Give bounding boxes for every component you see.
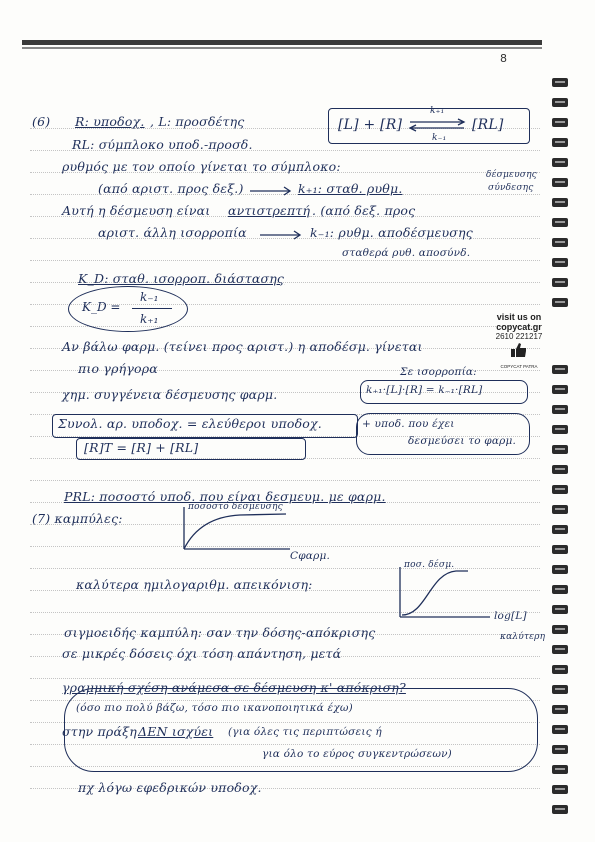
spiral-ring xyxy=(552,118,568,127)
curve2-x-label: log[L] xyxy=(494,610,527,622)
spiral-ring xyxy=(552,365,568,374)
other-equilibrium: αριστ. άλλη ισορροπία xyxy=(98,225,247,240)
spiral-ring xyxy=(552,218,568,227)
spiral-ring xyxy=(552,178,568,187)
small-doses-line: σε μικρές δόσεις όχι τόση απάντηση, μετά xyxy=(62,646,342,661)
thumbs-up-icon xyxy=(510,342,528,358)
spiral-ring xyxy=(552,385,568,394)
spiral-ring xyxy=(552,278,568,287)
bound-receptors-plus: + υποδ. που έχει xyxy=(362,418,455,430)
spiral-ring xyxy=(552,78,568,87)
page-number: 8 xyxy=(500,52,507,65)
practice-line: στην πράξη xyxy=(62,724,137,739)
binding-line-end: . (από δεξ. προς xyxy=(312,203,416,218)
prl-definition: PRL: ποσοστό υποδ. που είναι δεσμευμ. με φαρμ. xyxy=(64,489,386,504)
spiral-ring xyxy=(552,138,568,147)
spiral-ring xyxy=(552,485,568,494)
dissociation-constant-note: σταθερά ρυθ. αποσύνδ. xyxy=(342,247,471,259)
semilog-line: καλύτερα ημιλογαριθμ. απεικόνιση: xyxy=(76,577,313,592)
equilibrium-right: [RL] xyxy=(472,117,504,133)
spiral-ring xyxy=(552,805,568,814)
not-valid-word: ΔΕΝ ισχύει xyxy=(138,724,214,739)
hyperbolic-curve-chart xyxy=(180,505,300,555)
stamp-line-4: COPYCAT PATRA xyxy=(500,364,538,369)
page-top-border-thin xyxy=(22,47,542,49)
spare-receptors-line: πχ λόγω εφεδρικών υποδοχ. xyxy=(78,780,262,795)
spiral-ring xyxy=(552,625,568,634)
section-6-label: (6) xyxy=(32,114,51,129)
spiral-ring xyxy=(552,665,568,674)
spiral-ring xyxy=(552,445,568,454)
sigmoid-line: σιγμοειδής καμπύλη: σαν την δόσης-απόκρισης xyxy=(64,625,376,640)
receptor-def: R: υποδοχ. xyxy=(75,114,145,129)
binding-note: δέσμευσης xyxy=(486,170,537,180)
curve2-y-label: ποσ. δέσμ. xyxy=(404,560,455,570)
kd-fraction-bar xyxy=(132,308,172,309)
page-top-border xyxy=(22,40,542,45)
equilibrium-equation: k₊₁·[L]·[R] = k₋₁·[RL] xyxy=(366,384,483,396)
spiral-ring xyxy=(552,565,568,574)
total-receptors: Συνολ. αρ. υποδοχ. = ελεύθεροι υποδοχ. xyxy=(58,416,322,431)
better-note: καλύτερη xyxy=(500,632,546,642)
k-reverse-def: k₋₁: ρυθμ. αποδέσμευσης xyxy=(310,225,473,240)
kd-lhs: K_D = xyxy=(82,300,121,314)
complex-def: RL: σύμπλοκο υποδ.-προσδ. xyxy=(72,137,253,152)
kd-definition: K_D: σταθ. ισορροπ. διάστασης xyxy=(78,271,285,286)
sigmoid-curve-chart xyxy=(396,565,506,625)
spiral-ring xyxy=(552,198,568,207)
spiral-ring xyxy=(552,745,568,754)
equilibrium-arrows xyxy=(408,118,468,132)
total-receptors-formula: [R]T = [R] + [RL] xyxy=(84,440,199,455)
spiral-ring xyxy=(552,158,568,167)
rate-line: ρυθμός με τον οποίο γίνεται το σύμπλοκο: xyxy=(62,159,341,174)
copycat-stamp xyxy=(490,312,548,370)
equilibrium-k-reverse: k₋₁ xyxy=(432,133,447,143)
spiral-ring xyxy=(552,238,568,247)
more-dose-line: (όσο πιο πολύ βάζω, τόσο πιο ικανοποιητικά έχω) xyxy=(76,702,353,714)
k-forward-def: k₊₁: σταθ. ρυθμ. xyxy=(298,181,403,196)
bound-receptors-end: δεσμεύσει το φαρμ. xyxy=(408,435,517,447)
spiral-ring xyxy=(552,645,568,654)
concentration-range-line: για όλο το εύρος συγκεντρώσεων) xyxy=(262,748,452,760)
affinity-line: χημ. συγγένεια δέσμευσης φαρμ. xyxy=(62,387,278,402)
spiral-ring xyxy=(552,298,568,307)
curve1-y-label: ποσοστό δέσμευσης xyxy=(188,502,283,512)
ruled-line xyxy=(30,260,540,262)
stamp-line-3: 2610 221217 xyxy=(495,332,543,341)
spiral-ring xyxy=(552,405,568,414)
arrow-right-icon xyxy=(250,186,295,196)
kd-numerator: k₋₁ xyxy=(140,290,159,304)
spiral-ring xyxy=(552,705,568,714)
spiral-ring xyxy=(552,605,568,614)
arrow-right-icon xyxy=(260,230,305,240)
practice-line-end: (για όλες τις περιπτώσεις ή xyxy=(228,726,382,738)
spiral-ring xyxy=(552,425,568,434)
spiral-ring xyxy=(552,725,568,734)
equilibrium-k-forward: k₊₁ xyxy=(430,106,445,116)
spiral-ring xyxy=(552,465,568,474)
spiral-ring xyxy=(552,585,568,594)
section-7-label: (7) καμπύλες: xyxy=(32,511,123,526)
linear-relation-line: γραμμική σχέση ανάμεσα σε δέσμευση κ' απόκριση? xyxy=(62,680,406,695)
binding-line: Αυτή η δέσμευση είναι xyxy=(62,203,211,218)
spiral-ring xyxy=(552,545,568,554)
drug-effect-line: Αν βάλω φαρμ. (τείνει προς αριστ.) η αποδέσμ. γίνεται xyxy=(62,339,423,354)
kd-denominator: k₊₁ xyxy=(140,312,159,326)
spiral-ring xyxy=(552,785,568,794)
spiral-ring xyxy=(552,685,568,694)
ruled-line xyxy=(30,480,540,482)
linear-relation-bracket xyxy=(64,688,538,772)
reversible-word: αντιστρεπτή xyxy=(228,203,311,218)
stamp-line-1: visit us on xyxy=(496,312,542,322)
bound-receptors-oval xyxy=(356,413,530,455)
direction-line: (από αριστ. προς δεξ.) xyxy=(98,181,244,196)
ligand-def: , L: προσδέτης xyxy=(150,114,245,129)
spiral-ring xyxy=(552,258,568,267)
stamp-line-2: copycat.gr xyxy=(496,322,542,332)
equilibrium-left: [L] + [R] xyxy=(338,117,403,133)
faster-line: πιο γρήγορα xyxy=(78,361,158,376)
connection-note: σύνδεσης xyxy=(488,183,534,193)
spiral-ring xyxy=(552,525,568,534)
spiral-ring xyxy=(552,505,568,514)
curve1-x-label: Cφαρμ. xyxy=(290,550,331,562)
equilibrium-note: Σε ισορροπία: xyxy=(400,366,477,378)
spiral-ring xyxy=(552,98,568,107)
spiral-ring xyxy=(552,765,568,774)
